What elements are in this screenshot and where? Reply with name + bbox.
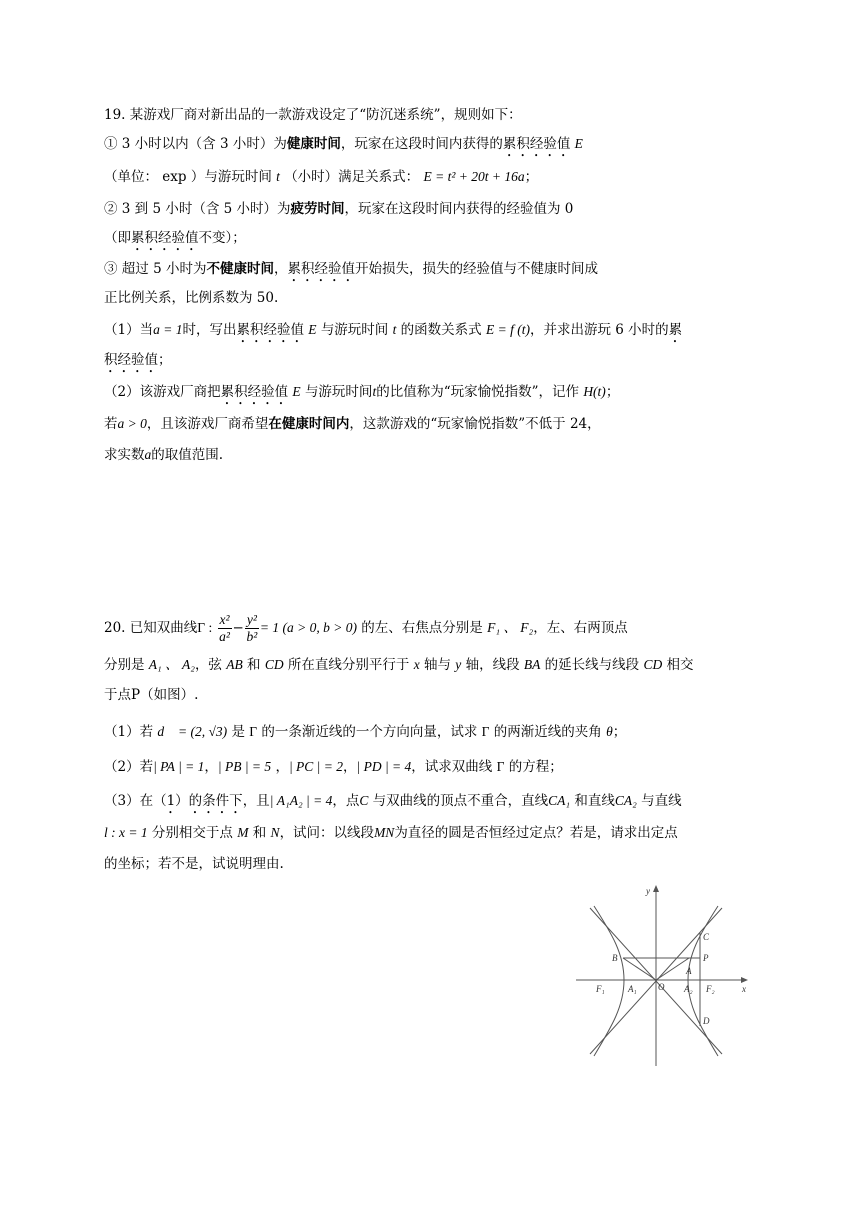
q20-equation-rhs: = 1 (a > 0, b > 0): [259, 620, 357, 635]
q19-function-text: 的函数关系式: [400, 322, 482, 338]
q19-proportion-text: 正比例关系，比例系数为 50.: [104, 290, 279, 306]
q19-part1-label: （1）当: [104, 322, 154, 338]
q20-part2-label: （2）若: [104, 759, 154, 775]
label-b: B: [612, 953, 618, 963]
q19-unit-text: （单位： exp ）与游玩时间: [104, 169, 272, 185]
q20-segment-cd: CD: [643, 657, 663, 672]
q20-line-l: l : x = 1: [104, 825, 148, 840]
label-a2: A₂: [684, 984, 693, 994]
q20-line-4: [104, 722, 626, 742]
q19-with-time-text-2: 与游玩时间: [304, 384, 373, 400]
label-d: D: [703, 1016, 710, 1026]
q19-with-time-text: 与游玩时间: [320, 322, 389, 338]
q19-in-health-time: 在健康时间内: [268, 416, 350, 432]
q20-comma-1: ，: [204, 759, 218, 775]
q19-semicolon-3: ；: [605, 384, 620, 400]
q20-and: 和: [247, 657, 261, 673]
q19-line-1: [104, 105, 522, 125]
q20-and-text: ，且: [242, 793, 270, 809]
y-axis-arrow: [653, 885, 659, 892]
q20-find-eq-text: ，试求双曲线: [411, 759, 493, 775]
q19-function-expr: E = f (t): [485, 322, 530, 337]
q20-chord-ab: AB: [226, 657, 243, 672]
q20-vertices-text: ，左、右两顶点: [533, 620, 628, 636]
q19-rule2-text-b: ，玩家在这段时间内获得的经验值为 0: [344, 201, 574, 217]
q20-foci-text: 的左、右焦点分别是: [361, 620, 483, 636]
q19-unhealthy-time: 不健康时间: [206, 261, 274, 277]
q20-frac-y: [245, 612, 259, 645]
q20-frac-x-num: x²: [219, 612, 230, 627]
q19-line-10: [104, 382, 619, 408]
q19-var-t: t: [276, 169, 280, 184]
q20-point-m: M: [237, 825, 249, 840]
q19-line-11: [104, 414, 601, 434]
q20-minus: −: [232, 620, 244, 636]
q20-question-text: ，试问：以线段: [279, 825, 375, 841]
q20-and-line-text: 和直线: [574, 793, 615, 809]
q20-line-5: [104, 757, 563, 777]
q20-y-axis: y: [455, 657, 462, 672]
q19-semicolon-2: ；: [158, 352, 172, 368]
q19-hope-text: ，且该游戏厂商希望: [146, 416, 269, 432]
q20-comma-3: ，: [343, 759, 357, 775]
q19-a-equals-1: a = 1: [153, 322, 183, 337]
q20-line-6: [104, 791, 682, 817]
label-c: C: [703, 932, 710, 942]
q19-range-text: 的取值范围.: [151, 447, 224, 463]
q19-line-8: [104, 320, 682, 346]
q19-paren-open: （即: [104, 230, 131, 246]
q19-var-e-2: E: [308, 322, 317, 337]
q20-line-3: [104, 685, 198, 705]
q19-var-t-3: t: [372, 384, 377, 399]
q19-comma: ，: [273, 261, 288, 277]
q19-line-2: [104, 134, 583, 160]
q19-var-t-2: t: [392, 322, 397, 337]
q20-comma-2: ，: [275, 759, 289, 775]
x-axis-arrow: [741, 977, 748, 983]
q20-respectively: 分别是: [104, 657, 145, 673]
q20-intersect-at-text: 分别相交于点: [151, 825, 233, 841]
q19-if-text: 若: [104, 416, 118, 432]
q20-condition-ref: （1）的条件下: [153, 793, 243, 809]
q20-point-text: ，点: [332, 793, 360, 809]
q20-gamma-4: Γ: [496, 759, 505, 774]
q20-part3-label: （3）在: [104, 793, 154, 809]
q19-var-a: a: [144, 447, 152, 462]
q19-exp-term-2: 累积经验值: [131, 230, 199, 246]
q20-gamma-3: Γ: [481, 724, 490, 739]
q19-find-text: 求实数: [104, 447, 145, 463]
q19-var-e-3: E: [292, 384, 301, 399]
q20-line-ca2: CA₂: [614, 793, 637, 808]
q19-line-3: [104, 167, 538, 187]
q20-segment-ba: BA: [523, 657, 541, 672]
q19-line-6: [104, 259, 598, 285]
label-y: y: [646, 886, 650, 896]
q19-index-text: ，这款游戏的“玩家愉悦指数”不低于 24，: [349, 416, 601, 432]
q19-health-time: 健康时间: [286, 136, 341, 152]
q19-line-4: [104, 199, 573, 219]
q19-h-of-t: H(t): [583, 384, 606, 399]
q19-rule3-text: ③ 超过 5 小时为: [104, 261, 207, 277]
q20-point-c: C: [359, 793, 369, 808]
q19-a-positive: a > 0: [117, 416, 147, 431]
q20-point-n: N: [270, 825, 280, 840]
q19-line-7: [104, 288, 278, 308]
q20-circle-text: 为直径的圆是否恒经过定点？若是，请求出定点: [394, 825, 678, 841]
q20-pd: | PD | = 4: [356, 759, 412, 774]
q20-line-8: [104, 854, 284, 874]
q19-relation-text: （小时）满足关系式：: [284, 169, 420, 185]
q20-frac-x: [218, 612, 232, 645]
q19-exp-term-5b: 积经验值: [104, 352, 158, 368]
q20-line-7: [104, 823, 678, 843]
q20-vertices: A₁ 、 A₂: [148, 657, 195, 672]
q20-foci: F₁ 、 F₂: [487, 620, 534, 635]
q20-x-axis: x: [413, 657, 420, 672]
q20-point-p-text: 于点P（如图）.: [104, 687, 199, 703]
q20-frac-x-den: a²: [219, 629, 230, 644]
q20-gamma-label: Γ :: [197, 620, 213, 635]
label-p: P: [703, 953, 709, 963]
q19-rule1-text: ① 3 小时以内（含 3 小时）为: [104, 136, 287, 152]
label-a1: A₁: [628, 984, 637, 994]
q19-fatigue-time: 疲劳时间: [290, 201, 345, 217]
q20-gamma-2: Γ: [249, 724, 258, 739]
q19-exp-term-4: 累积经验值: [236, 322, 304, 338]
label-o: O: [658, 982, 665, 992]
q20-line-2: [104, 655, 694, 675]
q20-segment-mn: MN: [374, 825, 395, 840]
q19-exp-term-6: 累积经验值: [220, 384, 289, 400]
q20-a1a2: | A₁A₂ | = 4: [269, 793, 333, 808]
q20-parallel-text: 所在直线分别平行于: [287, 657, 410, 673]
segment-bo: [623, 958, 656, 980]
label-f2: F₂: [706, 984, 715, 994]
q20-angle-text: 的两渐近线的夹角: [493, 724, 602, 740]
q20-frac-y-num: y²: [246, 612, 257, 627]
q20-equation-text: 的方程；: [508, 759, 563, 775]
q19-line-12: [104, 445, 223, 465]
q20-extension-text: 的延长线与线段: [544, 657, 640, 673]
label-x: x: [742, 984, 746, 994]
q20-theta: θ: [606, 724, 613, 739]
q20-and-2: 和: [252, 825, 267, 841]
q19-formula: E = t² + 20t + 16a: [423, 169, 525, 184]
q20-line-ca1: CA₁: [548, 793, 571, 808]
q19-semicolon: ；: [524, 169, 539, 185]
q19-part2-label: （2）该游戏厂商把: [104, 384, 221, 400]
q19-exp-term-5a: 累: [668, 322, 683, 338]
q19-title: 19. 某游戏厂商对新出品的一款游戏设定了“防沉迷系统”，规则如下：: [104, 107, 522, 123]
q19-rule3-text-b: 开始损失，损失的经验值与不健康时间成: [354, 261, 598, 277]
q19-part1-text: 时，写出: [182, 322, 237, 338]
q19-unchanged-text: 不变）；: [198, 230, 246, 246]
q20-with-line-text: 与直线: [641, 793, 682, 809]
q20-pb: | PB | = 5: [217, 759, 272, 774]
q20-is: 是: [231, 724, 245, 740]
q19-line-9: [104, 350, 172, 376]
q19-rule2-text: ② 3 到 5 小时（含 5 小时）为: [104, 201, 291, 217]
q20-chord-cd: CD: [264, 657, 284, 672]
q20-pa: | PA | = 1: [153, 759, 205, 774]
q19-var-e: E: [574, 136, 583, 151]
q20-line-1: [104, 612, 628, 645]
q19-exp-term: 累积经验值: [502, 136, 571, 152]
label-f1: F₁: [596, 984, 605, 994]
q20-not-vertex-text: 与双曲线的顶点不重合，直线: [372, 793, 549, 809]
q20-part1-label: （1）若: [104, 724, 154, 740]
segment-ao: [656, 958, 689, 980]
q20-segment-text: 轴，线段: [465, 657, 520, 673]
q20-frac-y-den: b²: [246, 629, 258, 644]
q20-chord-text: ，弦: [194, 657, 222, 673]
label-a: A: [686, 966, 692, 976]
q20-intersect-text: 相交: [666, 657, 694, 673]
q19-exp-term-3: 累积经验值: [287, 261, 355, 277]
q20-final-text: 的坐标；若不是，试说明理由.: [104, 856, 284, 872]
q20-vector-d: d⃗ = (2, √3): [157, 724, 228, 739]
q20-axis-and: 轴与: [423, 657, 451, 673]
q20-semicolon: ；: [612, 724, 627, 740]
q19-line-5: [104, 228, 246, 254]
q19-rule1-text-b: ，玩家在这段时间内获得的: [340, 136, 503, 152]
q20-pc: | PC | = 2: [288, 759, 344, 774]
q20-title: 20. 已知双曲线: [104, 620, 198, 636]
q19-ratio-text: 的比值称为“玩家愉悦指数”，记作: [376, 384, 580, 400]
q19-six-hours-text: ，并求出游玩 6 小时的: [529, 322, 669, 338]
q20-asymptote-text: 的一条渐近线的一个方向向量，试求: [261, 724, 478, 740]
hyperbola-figure: [572, 884, 752, 1068]
